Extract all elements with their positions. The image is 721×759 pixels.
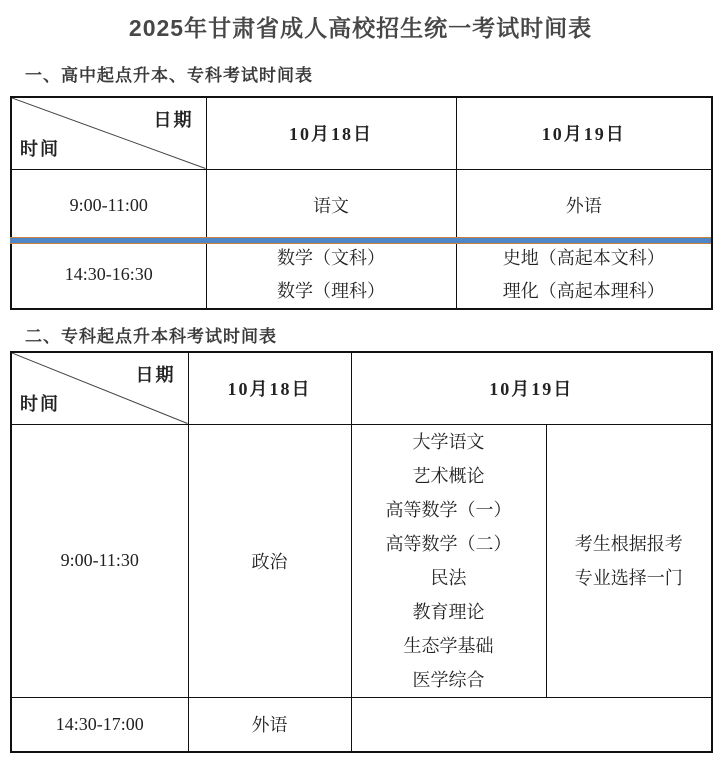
table-row [11, 424, 712, 697]
hs-start-exam-table [10, 96, 713, 310]
section2-heading: 二、专科起点升本科考试时间表 [25, 327, 277, 346]
table-row [11, 169, 712, 241]
subject-line: 高等数学（二） [385, 533, 512, 554]
subject-line: 数学（文科） [277, 247, 385, 268]
date-header-oct18: 10月18日 [206, 97, 456, 169]
subject-line: 医学综合 [412, 669, 485, 690]
subject-line: 高等数学（一） [385, 499, 512, 520]
subject-cell: 外语 [188, 697, 351, 752]
time-slot: 9:00-11:00 [11, 169, 206, 241]
note-line: 考生根据报考 [574, 533, 683, 554]
subject-line: 教育理论 [412, 601, 485, 622]
section1-heading: 一、高中起点升本、专科考试时间表 [25, 66, 313, 85]
subject-cell: 政治 [188, 424, 351, 697]
corner-label-date: 日期 [135, 365, 176, 385]
corner-label-time: 时间 [20, 393, 60, 414]
subject-line: 理化（高起本理科） [502, 280, 665, 301]
table-header-row [11, 97, 712, 169]
empty-cell [351, 697, 712, 752]
page-title: 2025年甘肃省成人高校招生统一考试时间表 [128, 15, 593, 41]
note-cell [546, 424, 712, 697]
horizontal-divider-bar [10, 237, 711, 244]
table-header-row [11, 352, 712, 424]
time-slot: 14:30-16:30 [11, 241, 206, 309]
subject-cell [456, 241, 712, 309]
subject-line: 生态学基础 [403, 635, 494, 656]
corner-label-time: 时间 [20, 138, 60, 159]
corner-date-time-cell [11, 97, 206, 169]
subject-cell: 外语 [456, 169, 712, 241]
date-header-oct18: 10月18日 [188, 352, 351, 424]
subject-line: 艺术概论 [412, 465, 485, 486]
subject-cell [206, 241, 456, 309]
date-header-oct19: 10月19日 [456, 97, 712, 169]
time-slot: 14:30-17:00 [11, 697, 188, 752]
table-row [11, 697, 712, 752]
time-slot: 9:00-11:30 [11, 424, 188, 697]
date-header-oct19: 10月19日 [351, 352, 712, 424]
table-row [11, 241, 712, 309]
subject-line: 大学语文 [412, 431, 485, 452]
note-line: 专业选择一门 [574, 567, 683, 588]
subject-line: 数学（理科） [277, 280, 385, 301]
corner-label-date: 日期 [153, 110, 194, 130]
corner-date-time-cell [11, 352, 188, 424]
elective-subjects-cell [351, 424, 546, 697]
subject-line: 史地（高起本文科） [502, 247, 665, 268]
college-start-exam-table [10, 351, 713, 753]
subject-line: 民法 [430, 567, 467, 588]
subject-cell: 语文 [206, 169, 456, 241]
